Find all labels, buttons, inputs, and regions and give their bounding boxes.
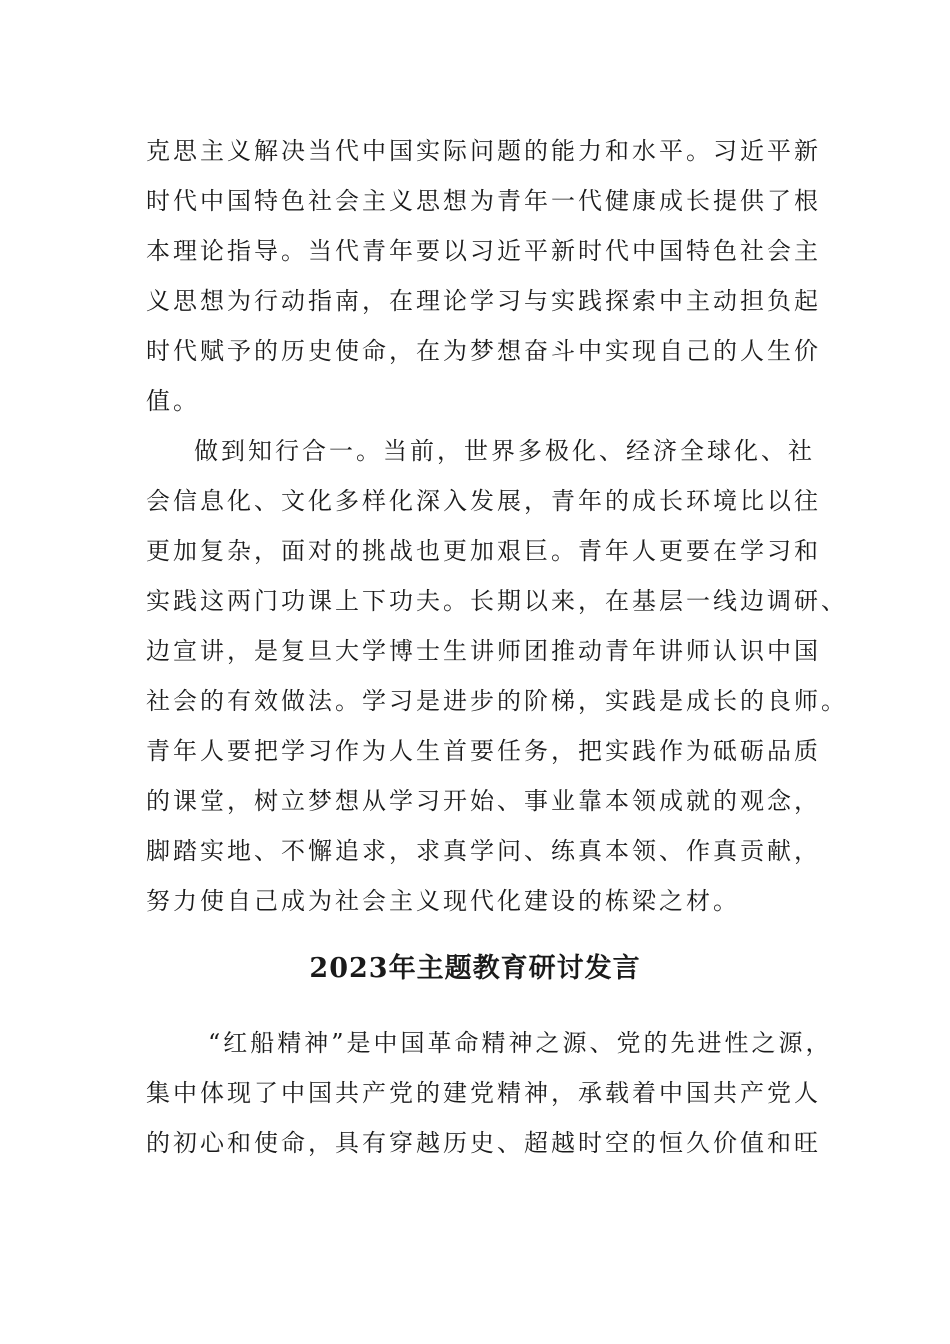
body-text-line: 时代中国特色社会主义思想为青年一代健康成长提供了根 [146,187,821,215]
body-text-line: 集中体现了中国共产党的建党精神，承载着中国共产党人 [146,1079,821,1107]
body-text-line: 社会的有效做法。学习是进步的阶梯，实践是成长的良师。 [146,687,848,715]
body-text-line: 的课堂，树立梦想从学习开始、事业靠本领成就的观念， [146,787,821,815]
body-text-line: 会信息化、文化多样化深入发展，青年的成长环境比以往 [146,487,821,515]
paragraph-first-line: “红船精神”是中国革命精神之源、党的先进性之源， [208,1029,833,1057]
body-text-line: 脚踏实地、不懈追求，求真学问、练真本领、作真贡献， [146,837,821,865]
body-text-line: 青年人要把学习作为人生首要任务，把实践作为砥砺品质 [146,737,821,765]
body-text-line: 实践这两门功课上下功夫。长期以来，在基层一线边调研、 [146,587,848,615]
body-text-line: 努力使自己成为社会主义现代化建设的栋梁之材。 [146,887,740,915]
body-text-line: 本理论指导。当代青年要以习近平新时代中国特色社会主 [146,237,821,265]
body-text-line: 的初心和使命，具有穿越历史、超越时空的恒久价值和旺 [146,1129,821,1157]
body-text-line: 时代赋予的历史使命，在为梦想奋斗中实现自己的人生价 [146,337,821,365]
body-text-line: 值。 [146,387,200,415]
body-text-line: 边宣讲，是复旦大学博士生讲师团推动青年讲师认识中国 [146,637,821,665]
body-text-line: 更加复杂，面对的挑战也更加艰巨。青年人更要在学习和 [146,537,821,565]
section-heading: 2023年主题教育研讨发言 [309,953,641,984]
body-text-line: 克思主义解决当代中国实际问题的能力和水平。习近平新 [146,137,821,165]
body-text-line: 义思想为行动指南，在理论学习与实践探索中主动担负起 [146,287,821,315]
paragraph-first-line: 做到知行合一。当前，世界多极化、经济全球化、社 [194,437,815,465]
